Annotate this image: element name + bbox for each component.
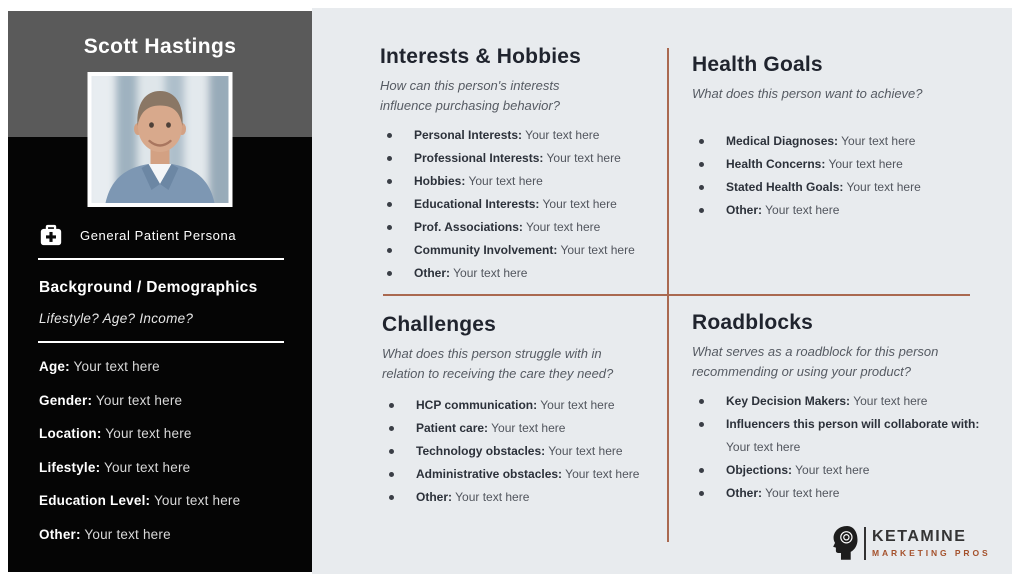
persona-type-row (38, 222, 236, 248)
quadrant-interests-hobbies (380, 44, 662, 285)
bullet-icon (387, 156, 392, 161)
logo-text (872, 528, 991, 559)
bullet-icon (387, 133, 392, 138)
bullet-icon (389, 495, 394, 500)
quadrant-prompt: What does this person want to achieve? (692, 86, 923, 101)
bullet-icon (699, 139, 704, 144)
list-item: Stated Health Goals: Your text here (692, 176, 992, 199)
demographics-title: Background / Demographics (39, 279, 258, 296)
bullet-icon (699, 185, 704, 190)
demographic-field-other: Other: Your text here (39, 526, 171, 542)
sidebar-divider (38, 341, 284, 343)
sidebar-divider (38, 258, 284, 260)
quadrant-health-goals (692, 52, 992, 222)
list-item: Educational Interests: Your text here (380, 193, 662, 216)
list-item: Other: Your text here (380, 262, 662, 285)
persona-name: Scott Hastings (83, 35, 237, 58)
bullet-icon (387, 248, 392, 253)
list-item: Community Involvement: Your text here (380, 239, 662, 262)
bullet-icon (387, 179, 392, 184)
medical-bag-icon (38, 222, 64, 248)
quadrant-title: Roadblocks (692, 311, 814, 334)
list-item: Health Concerns: Your text here (692, 153, 992, 176)
list-item: Other: Your text here (692, 199, 992, 222)
quadrant-item-list (692, 130, 992, 222)
horizontal-divider (383, 294, 970, 296)
quadrant-item-list (380, 124, 662, 285)
demographic-field-location: Location: Your text here (39, 426, 192, 441)
persona-sidebar (8, 11, 312, 572)
bullet-icon (389, 449, 394, 454)
bullet-icon (699, 422, 704, 427)
logo-divider (864, 527, 866, 560)
quadrant-item-list (382, 394, 662, 509)
bullet-icon (389, 403, 394, 408)
demographic-field-education: Education Level: Your text here (39, 493, 241, 508)
bullet-icon (389, 426, 394, 431)
head-profile-icon (830, 525, 860, 561)
bullet-icon (387, 202, 392, 207)
bullet-icon (699, 208, 704, 213)
list-item: Medical Diagnoses: Your text here (692, 130, 992, 153)
quadrant-item-list (692, 390, 992, 505)
bullet-icon (699, 162, 704, 167)
list-item: Other: Your text here (692, 482, 992, 505)
list-item: Patient care: Your text here (382, 417, 662, 440)
demographic-field-lifestyle: Lifestyle: Your text here (39, 459, 191, 475)
list-item: Administrative obstacles: Your text here (382, 463, 662, 486)
list-item: Professional Interests: Your text here (380, 147, 662, 170)
bullet-icon (699, 399, 704, 404)
list-item: Technology obstacles: Your text here (382, 440, 662, 463)
persona-type-label: General Patient Persona (80, 227, 237, 243)
list-item: Other: Your text here (382, 486, 662, 509)
quadrant-title: Health Goals (692, 53, 823, 76)
demographic-field-gender: Gender: Your text here (39, 392, 183, 408)
bullet-icon (389, 472, 394, 477)
bullet-icon (699, 468, 704, 473)
list-item: HCP communication: Your text here (382, 394, 662, 417)
bullet-icon (387, 225, 392, 230)
list-item: Prof. Associations: Your text here (380, 216, 662, 239)
quadrant-roadblocks (692, 310, 992, 505)
bullet-icon (699, 491, 704, 496)
bullet-icon (387, 271, 392, 276)
list-item: Hobbies: Your text here (380, 170, 662, 193)
quadrant-title: Challenges (382, 313, 497, 336)
quadrant-prompt: What serves as a roadblock for this person recommending or using your product? (692, 344, 939, 379)
quadrant-prompt: How can this person's interests influence purchasing behavior? (380, 78, 560, 113)
person-headshot-image (92, 76, 229, 203)
demographics-fields (39, 359, 301, 560)
quadrant-title: Interests & Hobbies (380, 45, 582, 68)
demographic-field-age: Age: Your text here (39, 359, 160, 374)
quadrant-prompt: What does this person struggle with in relation to receiving the care they need? (382, 346, 614, 381)
persona-photo (88, 72, 233, 207)
demographics-prompt: Lifestyle? Age? Income? (39, 311, 194, 326)
list-item: Key Decision Makers: Your text here (692, 390, 992, 413)
list-item: Objections: Your text here (692, 459, 992, 482)
list-item: Personal Interests: Your text here (380, 124, 662, 147)
brand-logo (830, 525, 991, 561)
quadrant-challenges (382, 312, 662, 509)
logo-brand-name: KETAMINE (872, 527, 967, 545)
logo-tagline: MARKETING PROS (872, 547, 991, 558)
list-item: Influencers this person will collaborate with: Your text here (692, 413, 992, 459)
